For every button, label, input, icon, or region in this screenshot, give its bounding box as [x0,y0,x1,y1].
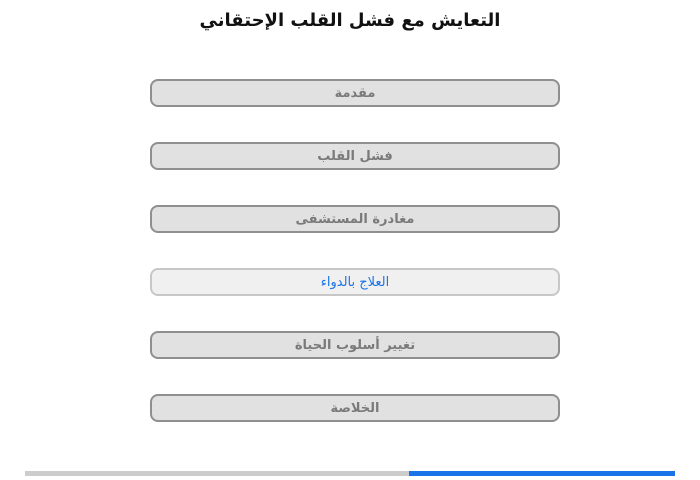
progress-bar [25,471,675,476]
menu-item-medication[interactable]: العلاج بالدواء [150,268,560,296]
progress-bar-fill [409,471,676,476]
chapter-menu [150,79,560,457]
page-title: التعايش مع فشل القلب الإحتقاني [199,10,501,31]
menu-item-lifestyle[interactable]: تغيير أسلوب الحياة [150,331,560,359]
menu-item-leaving-hospital[interactable]: مغادرة المستشفى [150,205,560,233]
menu-item-introduction[interactable]: مقدمة [150,79,560,107]
menu-item-heart-failure[interactable]: فشل القلب [150,142,560,170]
menu-item-summary[interactable]: الخلاصة [150,394,560,422]
